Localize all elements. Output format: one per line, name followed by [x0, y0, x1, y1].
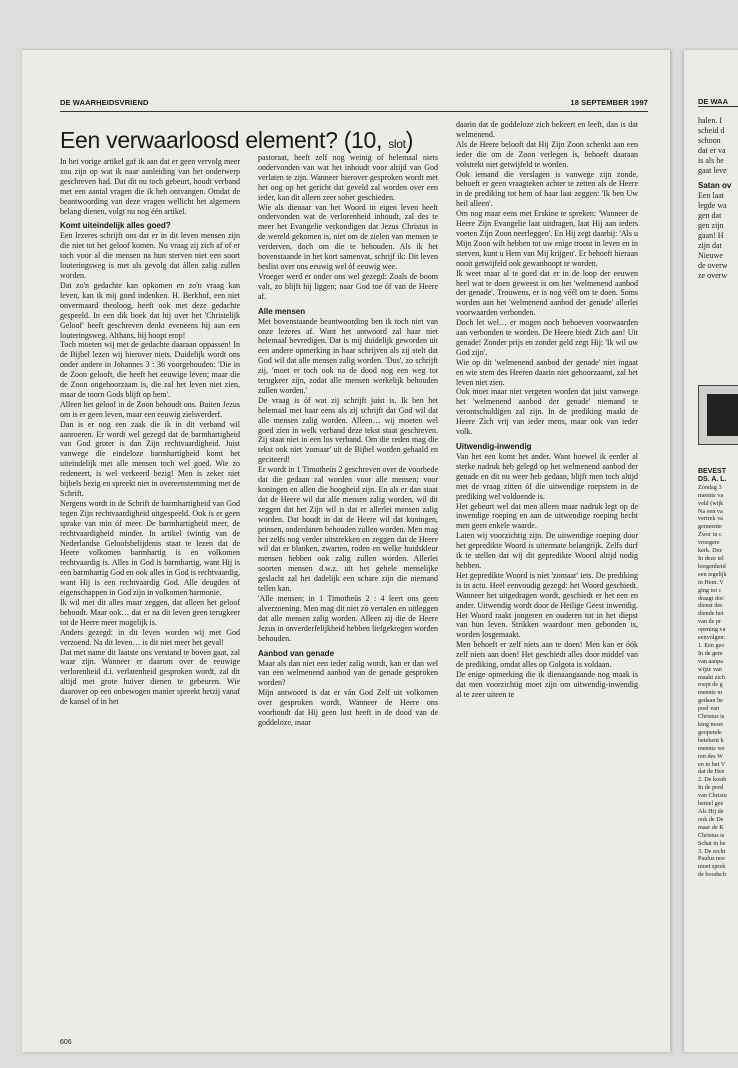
- next-page-line: meente m: [698, 689, 723, 697]
- next-page-line: eenvolgen:: [698, 634, 726, 642]
- next-page-line: dienst dec: [698, 602, 723, 610]
- next-page-line: gaat leve: [698, 165, 727, 175]
- next-page-line: 1. Een geo: [698, 641, 725, 649]
- next-page-line: opening va: [698, 626, 726, 634]
- paragraph: Dat zo'n gedachte kan opkomen en zo'n vraag kan leven, kan ik mij goed indenken. H. Berkhof, een niet onvermaard theoloog, heeft ook met deze gedachte gespeeld. In een dik boek dat hij over het 'Christelijk Geloof' heeft geschreven denkt eveneens hij aan een louteringsweg. Althans, hij hoopt erop!: [60, 280, 240, 340]
- article-title-close: ): [405, 127, 414, 153]
- next-page-line: 2. De kostb: [698, 776, 727, 784]
- paragraph: Het gebeurt wel dat men alleen maar nadruk legt op de inwendige roeping en aan de uitwendige roeping hecht men geen enkele waarde.: [456, 501, 638, 531]
- next-page-line: borgenheid: [698, 562, 726, 570]
- paragraph: Als de Heere belooft dat Hij Zijn Zoon schenkt aan een ieder die om de Zoon verlegen is, behoeft daaraan volstrekt niet getwijfeld te worden.: [456, 139, 638, 169]
- next-page-line: betekent h: [698, 736, 724, 744]
- paragraph: Met bovenstaande beantwoording ben ik toch niet van onze lezeres af. Want het antwoord zal haar niet helemaal bevredigen. Dat is mij duidelijk geworden uit een andere opmerking in haar schrijven als zij stelt dat God wil dat alle mensen zalig worden. 'Dus', zo schrijft zij, 'moet er toch ook na de dood nog een weg tot terugkeer zijn, zodat alle mensen werkelijk behouden zullen worden.': [258, 316, 438, 395]
- next-page-heading: BEVEST: [698, 468, 727, 475]
- next-page-line: van aanpa: [698, 657, 723, 665]
- next-page-line: veld (wijk: [698, 499, 724, 507]
- next-page-heading: DS. A. L.: [698, 475, 727, 483]
- paragraph: Dat met name dit laatste ons verstand te boven gaat, zal waar zijn. Wanneer er daarom over de eeuwige verlorenheid d.i. verlatenheid gesproken wordt, zal dit altijd met grote huiver dienen te gebeuren. Wie daarover op een onbewogen manier spreekt hetzij vanaf de kansel of in het: [60, 647, 240, 707]
- page-number: 606: [60, 1039, 72, 1046]
- next-page-line: king moet: [698, 721, 723, 728]
- next-page-line: de boodsch: [698, 871, 727, 879]
- paragraph: Toch moeten wij met de gedachte daaraan oppassen! In de Bijbel lezen wij hierover niets. Duidelijk wordt ons onder andere in Johannes 3 : 36 voorgehouden: 'Die in de Zoon gelooft, die heeft het eeuwige leven; maar die de Zoon ongehoorzaam is, die zal het leven niet zien, maar de toorn Gods blijft op hem'.: [60, 340, 240, 399]
- next-page-line: Christus is: [698, 831, 725, 839]
- next-page-line: In de gem: [698, 649, 723, 657]
- article-title: [60, 127, 413, 154]
- next-page-line: Zondag 3: [698, 483, 722, 491]
- next-page-line: van de pr: [698, 618, 722, 626]
- section-heading: Komt uiteindelijk alles goed?: [60, 221, 171, 231]
- next-page-line: 3. De recht: [698, 847, 726, 855]
- paragraph: Een lezeres schrijft ons dat er in dit leven mensen zijn die niet tot het geloof komen. Nu vraag zij zich af of er toch voor al die mensen na hun sterven niet een soort louteringsweg is met als gevolg dat állen zalig zullen worden.: [60, 231, 240, 281]
- section-heading: Uitwendig-inwendig: [456, 442, 532, 451]
- next-page-line: maar de K: [698, 823, 724, 831]
- paragraph: pastoraat, heeft zelf nog weinig of helemaal niets ondervonden van wat het inhoudt voor altijd van God verlaten te zijn. Wanneer hierover gesproken wordt met het oog op het gericht dat geveld zal worden over een ieder, kan dit alleen zeer sober geschieden.: [258, 153, 438, 202]
- next-page-line: meente we: [698, 744, 725, 752]
- next-page-line: Zwer in c: [698, 531, 722, 539]
- paragraph: Vroeger werd er onder ons wel gezegd: Zoals de boom valt, zo blijft hij liggen; naar God toe óf van de Heere af.: [258, 271, 438, 301]
- next-page-line: Na een va: [698, 507, 723, 515]
- paragraph: Doch let wel… er mogen noch behoeven voorwaarden aan verbonden te worden. De Heere biedt Zich aan! Uit genade! Zonder prijs en zonder geld zegt Hij: 'Ik wil uw God zijn'.: [456, 318, 638, 357]
- paragraph: Men behoeft er zelf niets aan te doen! Men kan er óók zelf niets aan doen! Het geschiedt alles door middel van de prediking, omdat alles op Golgota is voldaan.: [456, 640, 638, 670]
- next-page-line: ren des W: [698, 752, 723, 760]
- next-page-heading-line: [698, 181, 738, 191]
- next-page-line: ze overw: [698, 270, 728, 280]
- next-page-line: scheid d: [698, 125, 725, 135]
- paragraph: Ook iemand die verslagen is vanwege zijn zonde, behoeft er geen vraagteken achter te zetten als de Heere in de prediking tot hem of haar laat zeggen: 'Ik ben Uw heil alleen'.: [456, 169, 638, 209]
- next-page-line: gemeente: [698, 523, 722, 531]
- next-page-line: roept de g: [698, 681, 723, 689]
- next-page-photo: [698, 385, 738, 445]
- issue-date: 18 SEPTEMBER 1997: [570, 98, 648, 107]
- next-page-line: geopende: [698, 728, 722, 736]
- next-page-header: DE WAA: [698, 97, 738, 107]
- next-page-heading: Satan ov: [698, 181, 732, 191]
- paragraph: 'Alle mensen; in 1 Timotheüs 2 : 4 leert ons geen alverzoening. Men mag dit niet zó vertalen en uitleggen dat alle mensen zalig worden. Alleen zij die de Heere Jezus in onverderfelijkheid hebben liefgekregen worden behouden.: [258, 593, 438, 643]
- newspaper-page: [22, 50, 670, 1052]
- next-page-line: ook de De: [698, 815, 724, 823]
- next-page-line: ging tot c: [698, 586, 722, 594]
- next-page-line: gedaan he: [698, 697, 723, 705]
- next-page-line: de overw: [698, 260, 728, 270]
- next-page-line: gaan! H: [698, 230, 724, 240]
- paragraph: Ik wil met dit alles maar zeggen, dat alleen het geloof behoudt. Maar ook… dat er na dit leven geen terugkeer tot de Heere meer mogelijk is.: [60, 597, 240, 627]
- paragraph: Maar als dan niet een ieder zalig wordt, kan er dan wel van een welmenend aanbod van de genade gesproken worden?: [258, 658, 438, 688]
- next-page-line: In de pred: [698, 784, 724, 792]
- paragraph: Ik weet maar al te goed dat er in de loop der eeuwen heel wat te doen geweest is om het 'welmenend aanbod der genade'. Trouwens, er is nog véél om te doen. Soms worden aan het 'welmenend aanbod der genade' allerlei voorwaarden verbonden.: [456, 268, 638, 318]
- paragraph: Laten wij voorzichtig zijn. De uitwendige roeping door het gepredikte Woord is uitermate belangrijk. Zelfs durf ik te stellen dat wij dit gepredikte Woord altijd nodig hebben.: [456, 531, 638, 570]
- next-page-line: vertrek va: [698, 515, 723, 523]
- next-page-line: Een laat: [698, 191, 724, 201]
- next-page-line: maakt zich: [698, 673, 725, 681]
- next-page-line: hemel gee: [698, 800, 724, 808]
- next-page-line: In deze tel: [698, 554, 724, 562]
- next-page-line: draagt doc: [698, 594, 724, 602]
- paragraph: Van het een komt het ander. Want hoewel ik eerder al sterke nadruk heb gelegd op het welmenend aanbod der genade en dit nu weer heb gedaan, blijft men toch altijd met de vraag zitten óf die uitwendige roepstem in de prediking wel voldoende is.: [456, 452, 638, 501]
- next-page-line: Christus is: [698, 713, 725, 721]
- paragraph: Wie op dit 'welmenend aanbod der genade' niet ingaat en wie stem des Heeren daarin niet gehoorzaamt, zal het leven niet zien.: [456, 357, 638, 387]
- next-page-line: dat de Hee: [698, 768, 725, 776]
- paragraph: Anders gezegd: in dit leven worden wij met God verzoend. Na dit leven… is dit niet meer het geval!: [60, 627, 240, 647]
- paragraph: Alleen het geloof in de Zoon behoudt ons. Buiten Jezus om is er geen leven, maar een eeuwig zielsverderf.: [60, 399, 240, 419]
- next-page-line: kerk. Dez: [698, 547, 723, 555]
- section-heading: Aanbod van genade: [258, 648, 335, 658]
- next-page-line: dat er va: [698, 145, 726, 155]
- paragraph: Het gepredikte Woord is niet 'zomaar' iets. De prediking is in actu. Heel eenvoudig gezegd: het Woord geschiedt. Wanneer het uitgedragen wordt, geschiedt er het een en ander. Uitwendig wordt door de Heilige Geest inwendig. Het Woord raakt jongeren en ouderen tot in het diepst van hun leven. Strikken waardoor men gebonden is, worden losgemaakt.: [456, 570, 638, 640]
- page-header: [60, 97, 648, 112]
- paragraph: Om nog maar eens met Erskine te spreken: 'Wanneer de Heere Zijn Evangelie laat uitdragen, laat Hij aan ieders voeten Zijn Zoon neerleggen'. En Hij zegt daarbij: 'Als u Mijn Zoon wilt hebben tot uw enige troost in leven en in sterven, kunt u Hem van Mij krijgen'. Er behoeft hieraan nooit getwijfeld ook gewanhoopt te worden.: [456, 209, 638, 268]
- next-page-heading-line: [698, 476, 738, 484]
- next-page-line: wijze van: [698, 665, 722, 673]
- next-page-line: Als Hij de: [698, 807, 724, 815]
- next-page-line: van Christu: [698, 792, 727, 800]
- paragraph: daarin dat de goddeloze zich bekeert en leeft, dan is dat welmenend.: [456, 120, 638, 139]
- article-column-2: [258, 153, 438, 728]
- publication-name: DE WAARHEIDSVRIEND: [60, 98, 149, 107]
- paragraph: De enige opmerking die ik dienaangaande nog maak is dat men voorzichtig moet zijn om uitwendig-inwendig al te zeer uiteen te: [456, 669, 638, 699]
- next-page-line: schoon: [698, 135, 721, 145]
- section-heading: Alle mensen: [258, 306, 306, 316]
- next-page-sidebar: [698, 468, 738, 879]
- paragraph: In het vorige artikel gaf ik aan dat er geen vervolg meer zou zijn op wat ik naar aanleiding van het onderwerp geschreven had. Dat dit nu toch gebeurt, houdt verband met een aantal vragen die ik heb ontvangen. Omdat de beantwoording van deze vragen wellicht het algemeen belang dienen, volgt nu nog één artikel.: [60, 157, 240, 216]
- next-page-line: meente va: [698, 491, 724, 499]
- next-page-line: Schat in he: [698, 839, 726, 847]
- next-page-edge: [684, 50, 738, 1052]
- next-page-line: en in het V: [698, 760, 726, 768]
- paragraph: Ook moet maar niet vergeten worden dat juist vanwege het 'welmenend aanbod der genade' niemand te verontschuldigen zal zijn. In de prediking maakt de Heere Zich vrij van ieder mens, maar ook van ieder volk.: [456, 387, 638, 437]
- next-page-line: legde wa: [698, 201, 727, 211]
- paragraph: Wie als dienaar van het Woord in eigen leven heeft ondervonden wat de verlorenheid inhoudt, zal des te meer het Evangelie verkondigen dat Jezus Christus in de wereld gekomen is, niet om de zielen van mensen te verderven, doch om die te behouden. Als ik het bovenstaande in het kort samenvat, schrijf ik: Dit leven beslist over ons eeuwig wel óf eeuwig wee.: [258, 202, 438, 271]
- next-page-line: halen. I: [698, 116, 722, 125]
- next-page-line: vroegere: [698, 539, 720, 547]
- next-page-line: gen zijn: [698, 221, 724, 231]
- article-column-1: [60, 157, 240, 707]
- paragraph: De vraag is óf wat zij schrijft juist is. Ik ben het helemaal met haar eens als zij schrijft dat God wil dat alle mensen zalig worden. Alleen… wij moeten wel goed zien in welk verband deze tekst staat geschreven. Zij staat niet in een los verband. Om die reden mag die tekst ook niet 'zomaar' uit de Bijbel worden gehaald en geciteerd!: [258, 395, 438, 465]
- paragraph: Dan is er nog een zaak die ik in dit verband wil aanroeren. Er wordt wel gezegd dat de barmhartigheid van God groter is dan Zijn rechtvaardigheid. Juist vanwege die eindeloze barmhartigheid komt het uiteindelijk met alle mensen toch wel goed. Wie zo redeneert, is wel verkeerd bezig! Men is zeker niet bijbels bezig en spreekt niet in overeenstemming met de Schrift.: [60, 419, 240, 498]
- next-page-line: diende het: [698, 610, 724, 618]
- next-page-line: poel van: [698, 705, 720, 713]
- article-title-suffix: slot: [388, 137, 406, 151]
- next-page-line: zijn dat: [698, 240, 722, 250]
- photo-dark-area: [707, 394, 738, 436]
- next-page-line: in Hem. V: [698, 578, 724, 586]
- next-page-line: moet sprek: [698, 863, 726, 871]
- next-page-line: gen dat: [698, 211, 722, 221]
- article-column-3: [456, 120, 638, 700]
- paragraph: Nergens wordt in de Schrift de barmhartigheid van God tegen Zijn rechtvaardigheid uitgespeeld. Ook is er geen sprake van min óf meer. De barmhartigheid meer, de rechtvaardigheid minder. In artikel twintig van de Nederlandse Geloofsbelijdenis staat te lezen dat de Heere volkomen barmhartig is en volkomen rechtvaardig is. Alles in God is barmhartig, want Hij is een barmhartig God en ook alles in God is rechtvaardig, want Hij is een rechtvaardig God. Alle deugden of eigenschappen in God zijn in volkomen harmonie.: [60, 498, 240, 598]
- next-page-line: Paulus noe: [698, 855, 725, 863]
- article-title-main: Een verwaarloosd element? (10,: [60, 127, 389, 153]
- next-page-heading-line: [698, 468, 738, 476]
- next-page-line: is als he: [698, 155, 724, 165]
- next-page-text: [698, 116, 738, 281]
- next-page-line: een iegelijk: [698, 570, 727, 578]
- next-page-line: Nieuwe: [698, 250, 723, 260]
- paragraph: Er wordt in 1 Timotheüs 2 geschreven over de voorbede dat die gedaan zal worden voor alle mensen; voor koningen en allen die hoogheid zijn. En als er dan staat dat de Heere wil dat alle mensen zalig worden, wil dit zeggen dat het Zijn wil is dat er allerlei mensen zalig worden. Dat houdt in dat de Heere wil dat koningen, prinsen, onderdanen behouden zullen worden. Men mag het zelfs nog verder uitstrekken en zeggen dat de Heere wil dat er blanken, zwarten, roden en welke huidskleur mensen hebben ook zalig zullen worden. Allerlei soorten mensen d.w.z. uit het gehele menselijke geslacht zal het dadelijk een schare zijn die niemand tellen kan.: [258, 465, 438, 594]
- paragraph: Mijn antwoord is dat er ván God Zelf uit volkomen over gesproken wordt. Wanneer de Heere ons voorhoudt dat Hij geen lust heeft in de dood van de goddeloze, maar: [258, 688, 438, 727]
